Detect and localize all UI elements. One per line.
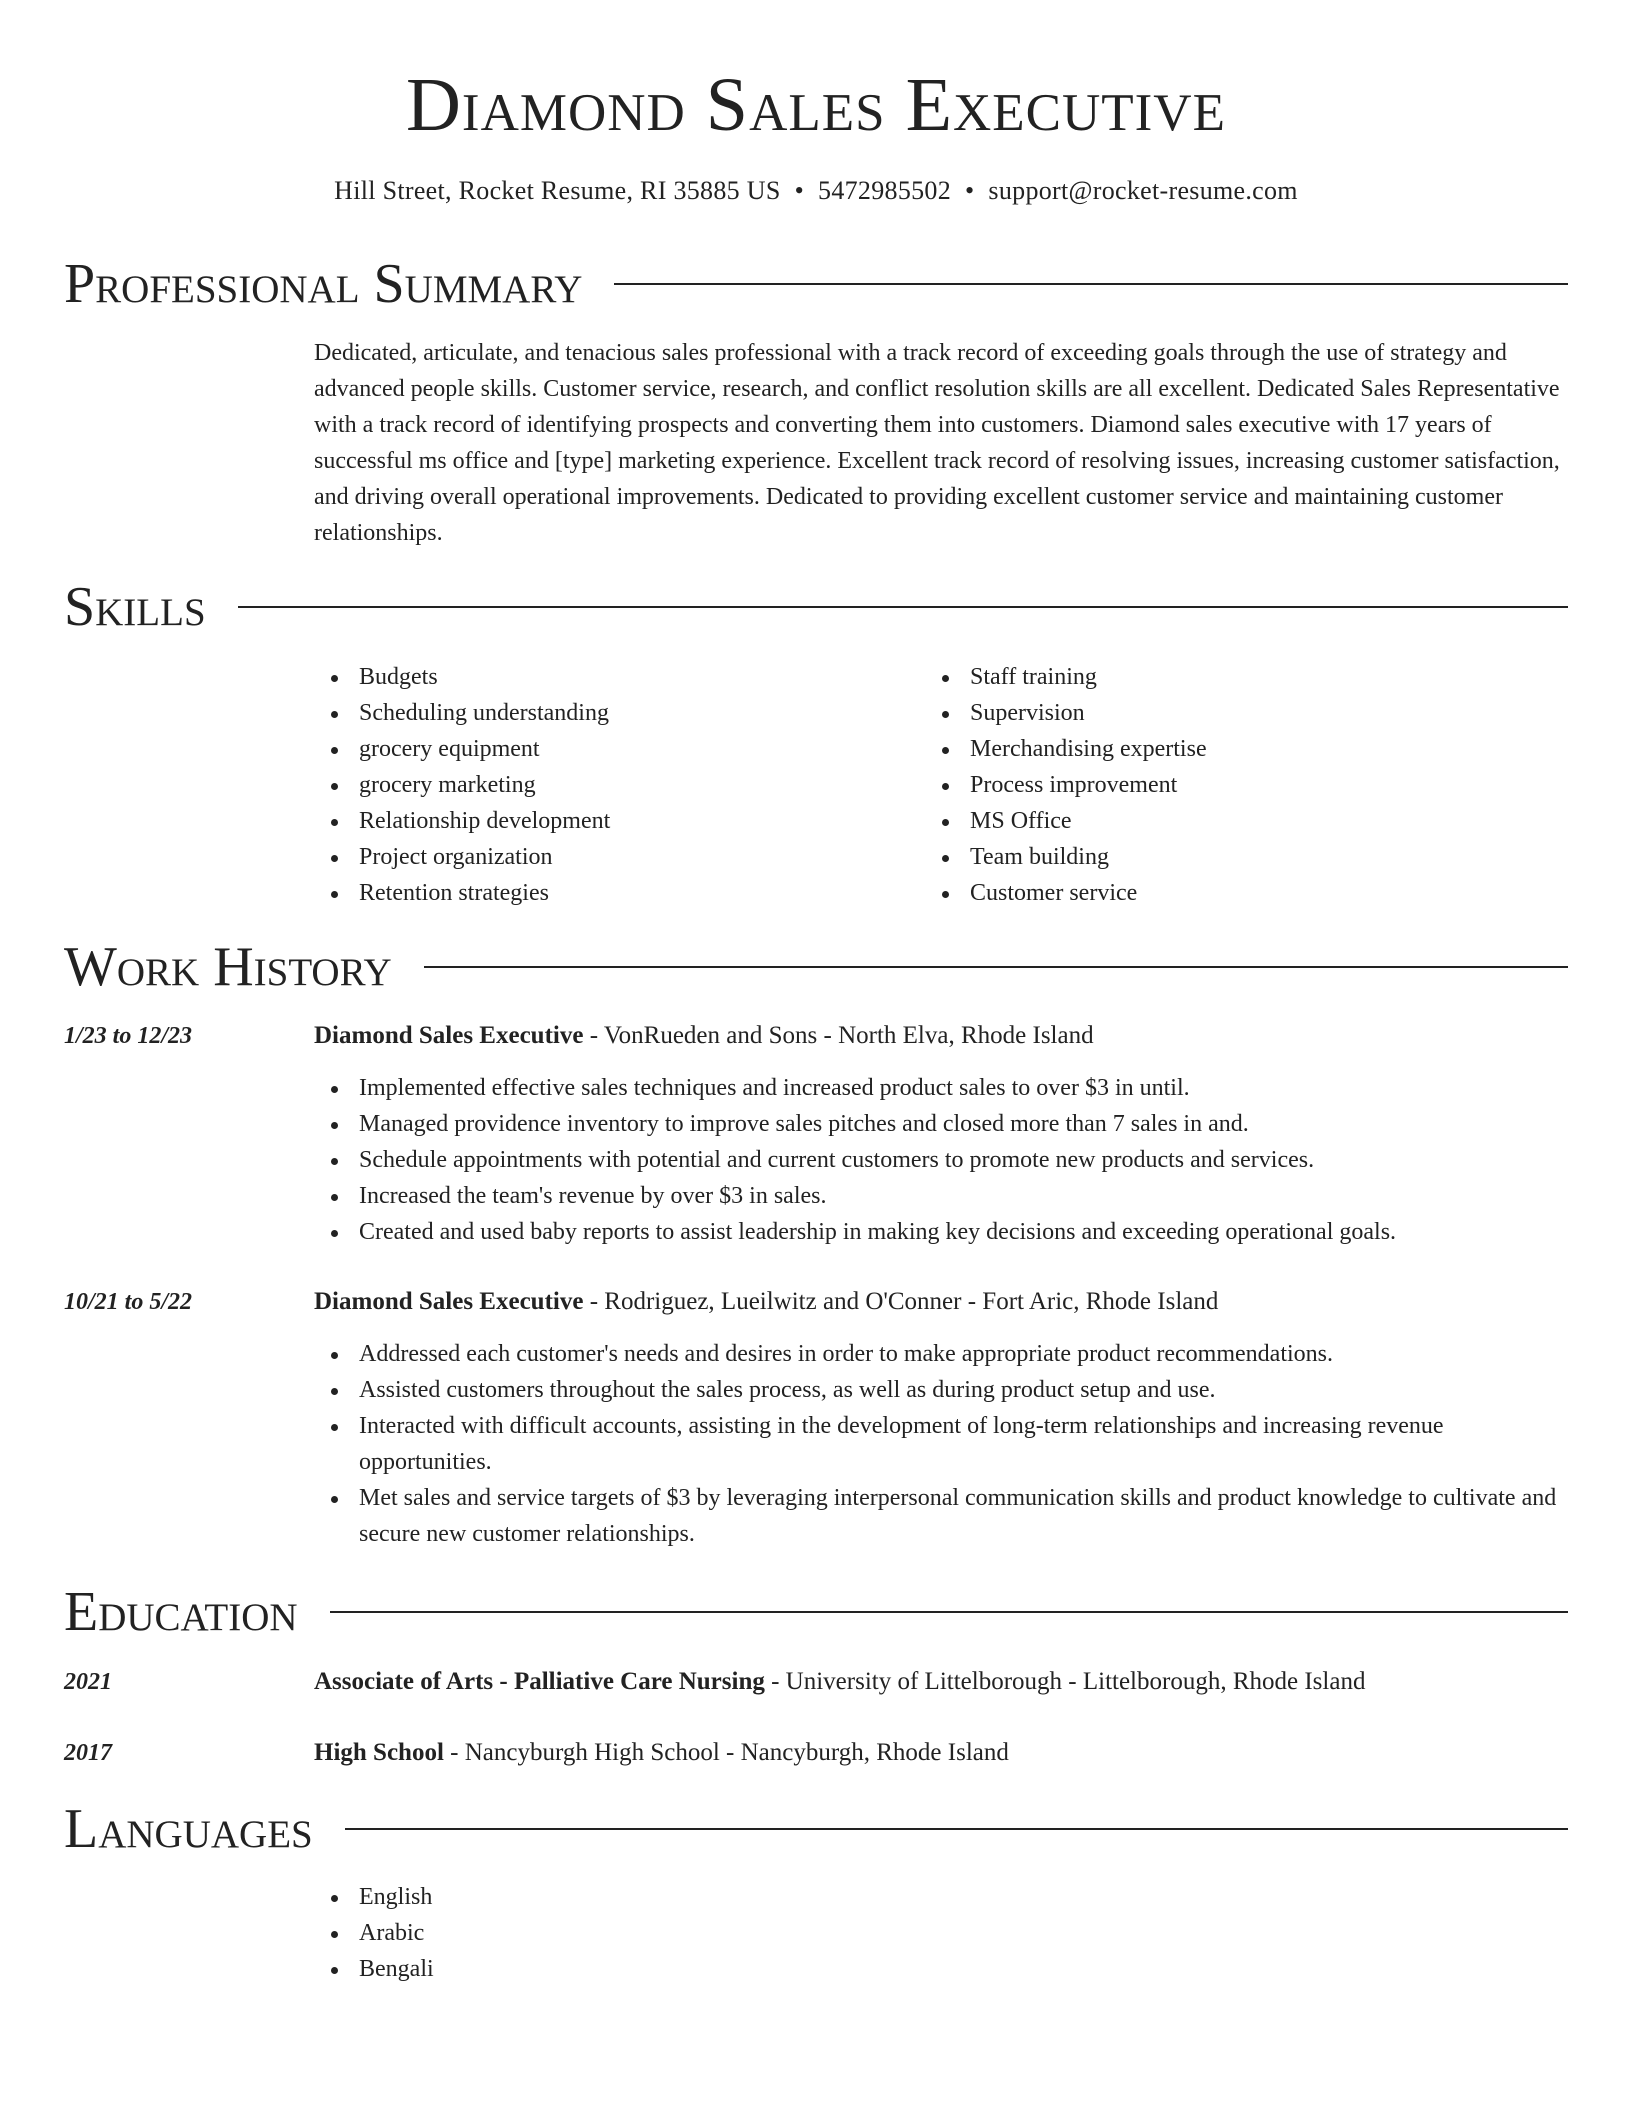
languages-block xyxy=(314,1879,1570,1987)
summary-text: Dedicated, articulate, and tenacious sales professional with a track record of exceeding goals through the use of strategy and advanced people skills. Customer service, research, and conflict resolution skills are all excellent. Dedicated Sales Representative with a track record of identifying prospects and converting them into customers. Diamond sales executive with 17 years of successful ms office and [type] marketing experience. Excellent track record of resolving issues, increasing customer satisfaction, and driving overall operational improvements. Dedicated to providing excellent customer service and maintaining customer relationships. xyxy=(314,340,1560,546)
section-divider xyxy=(345,1828,1568,1830)
contact-separator: • xyxy=(965,176,975,205)
skill-item: Project organization xyxy=(314,839,914,875)
skill-item: grocery marketing xyxy=(314,767,914,803)
job-bullet: Met sales and service targets of $3 by leveraging interpersonal communication skills and product knowledge to cultivate and secure new customer relationships. xyxy=(314,1480,1570,1552)
job-bullets xyxy=(314,1336,1570,1552)
education-year: 2021 xyxy=(64,1669,112,1695)
education-heading xyxy=(314,1735,1570,1771)
skill-item: Customer service xyxy=(925,875,1525,911)
language-item: English xyxy=(314,1879,1570,1915)
skill-item: grocery equipment xyxy=(314,731,914,767)
job-role: Diamond Sales Executive xyxy=(314,1288,584,1315)
education-year: 2017 xyxy=(64,1740,112,1766)
contact-email: support@rocket-resume.com xyxy=(988,176,1298,205)
skill-item: Retention strategies xyxy=(314,875,914,911)
section-divider xyxy=(424,966,1568,968)
language-item: Arabic xyxy=(314,1915,1570,1951)
section-divider xyxy=(614,283,1568,285)
job-role: Diamond Sales Executive xyxy=(314,1022,584,1049)
contact-line xyxy=(0,174,1632,208)
job-dates: 1/23 to 12/23 xyxy=(64,1023,193,1049)
summary-block xyxy=(314,335,1570,551)
skills-column-right xyxy=(925,659,1525,911)
job-bullets xyxy=(314,1070,1570,1250)
education-heading xyxy=(314,1664,1570,1700)
job-bullet: Interacted with difficult accounts, assisting in the development of long-term relationships and increasing revenue opportunities. xyxy=(314,1408,1570,1480)
contact-address: Hill Street, Rocket Resume, RI 35885 US xyxy=(334,176,781,205)
contact-phone: 5472985502 xyxy=(818,176,952,205)
skill-item: Process improvement xyxy=(925,767,1525,803)
resume-name: Diamond Sales Executive xyxy=(406,63,1226,147)
job-bullet: Implemented effective sales techniques and increased product sales to over $3 in until. xyxy=(314,1070,1570,1106)
skill-item: Staff training xyxy=(925,659,1525,695)
skills-column-left xyxy=(314,659,914,911)
language-item: Bengali xyxy=(314,1951,1570,1987)
job-details: - VonRueden and Sons - North Elva, Rhode Island xyxy=(583,1022,1094,1049)
job-heading xyxy=(314,1018,1570,1054)
education-degree: Associate of Arts - Palliative Care Nursing xyxy=(314,1668,765,1695)
skills-section-header xyxy=(64,575,1568,639)
summary-title: Professional Summary xyxy=(64,253,583,315)
education-title: Education xyxy=(64,1581,298,1643)
job-dates: 10/21 to 5/22 xyxy=(64,1289,193,1315)
section-divider xyxy=(238,606,1568,608)
job-bullet: Managed providence inventory to improve sales pitches and closed more than 7 sales in and. xyxy=(314,1106,1570,1142)
job-bullet: Created and used baby reports to assist leadership in making key decisions and exceeding operational goals. xyxy=(314,1214,1570,1250)
skill-item: Budgets xyxy=(314,659,914,695)
job-heading xyxy=(314,1284,1570,1320)
contact-separator: • xyxy=(794,176,805,205)
education-entry xyxy=(314,1664,1570,1700)
skills-title: Skills xyxy=(64,576,206,638)
skill-item: Supervision xyxy=(925,695,1525,731)
skill-item: Team building xyxy=(925,839,1525,875)
job-bullet: Addressed each customer's needs and desires in order to make appropriate product recommendations. xyxy=(314,1336,1570,1372)
education-details: - University of Littelborough - Littelborough, Rhode Island xyxy=(764,1668,1366,1695)
education-section-header xyxy=(64,1580,1568,1644)
job-details: - Rodriguez, Lueilwitz and O'Conner - Fort Aric, Rhode Island xyxy=(583,1288,1219,1315)
job-entry xyxy=(314,1284,1570,1552)
skill-item: Scheduling understanding xyxy=(314,695,914,731)
job-entry xyxy=(314,1018,1570,1250)
languages-title: Languages xyxy=(64,1798,313,1860)
work-title: Work History xyxy=(64,936,392,998)
skill-item: MS Office xyxy=(925,803,1525,839)
languages-section-header xyxy=(64,1797,1568,1861)
education-entry xyxy=(314,1735,1570,1771)
job-bullet: Assisted customers throughout the sales process, as well as during product setup and use. xyxy=(314,1372,1570,1408)
job-bullet: Schedule appointments with potential and current customers to promote new products and services. xyxy=(314,1142,1570,1178)
education-details: - Nancyburgh High School - Nancyburgh, Rhode Island xyxy=(443,1739,1009,1766)
education-degree: High School xyxy=(314,1739,444,1766)
summary-section-header xyxy=(64,252,1568,316)
job-bullet: Increased the team's revenue by over $3 in sales. xyxy=(314,1178,1570,1214)
section-divider xyxy=(330,1611,1568,1613)
work-section-header xyxy=(64,935,1568,999)
skill-item: Merchandising expertise xyxy=(925,731,1525,767)
skill-item: Relationship development xyxy=(314,803,914,839)
